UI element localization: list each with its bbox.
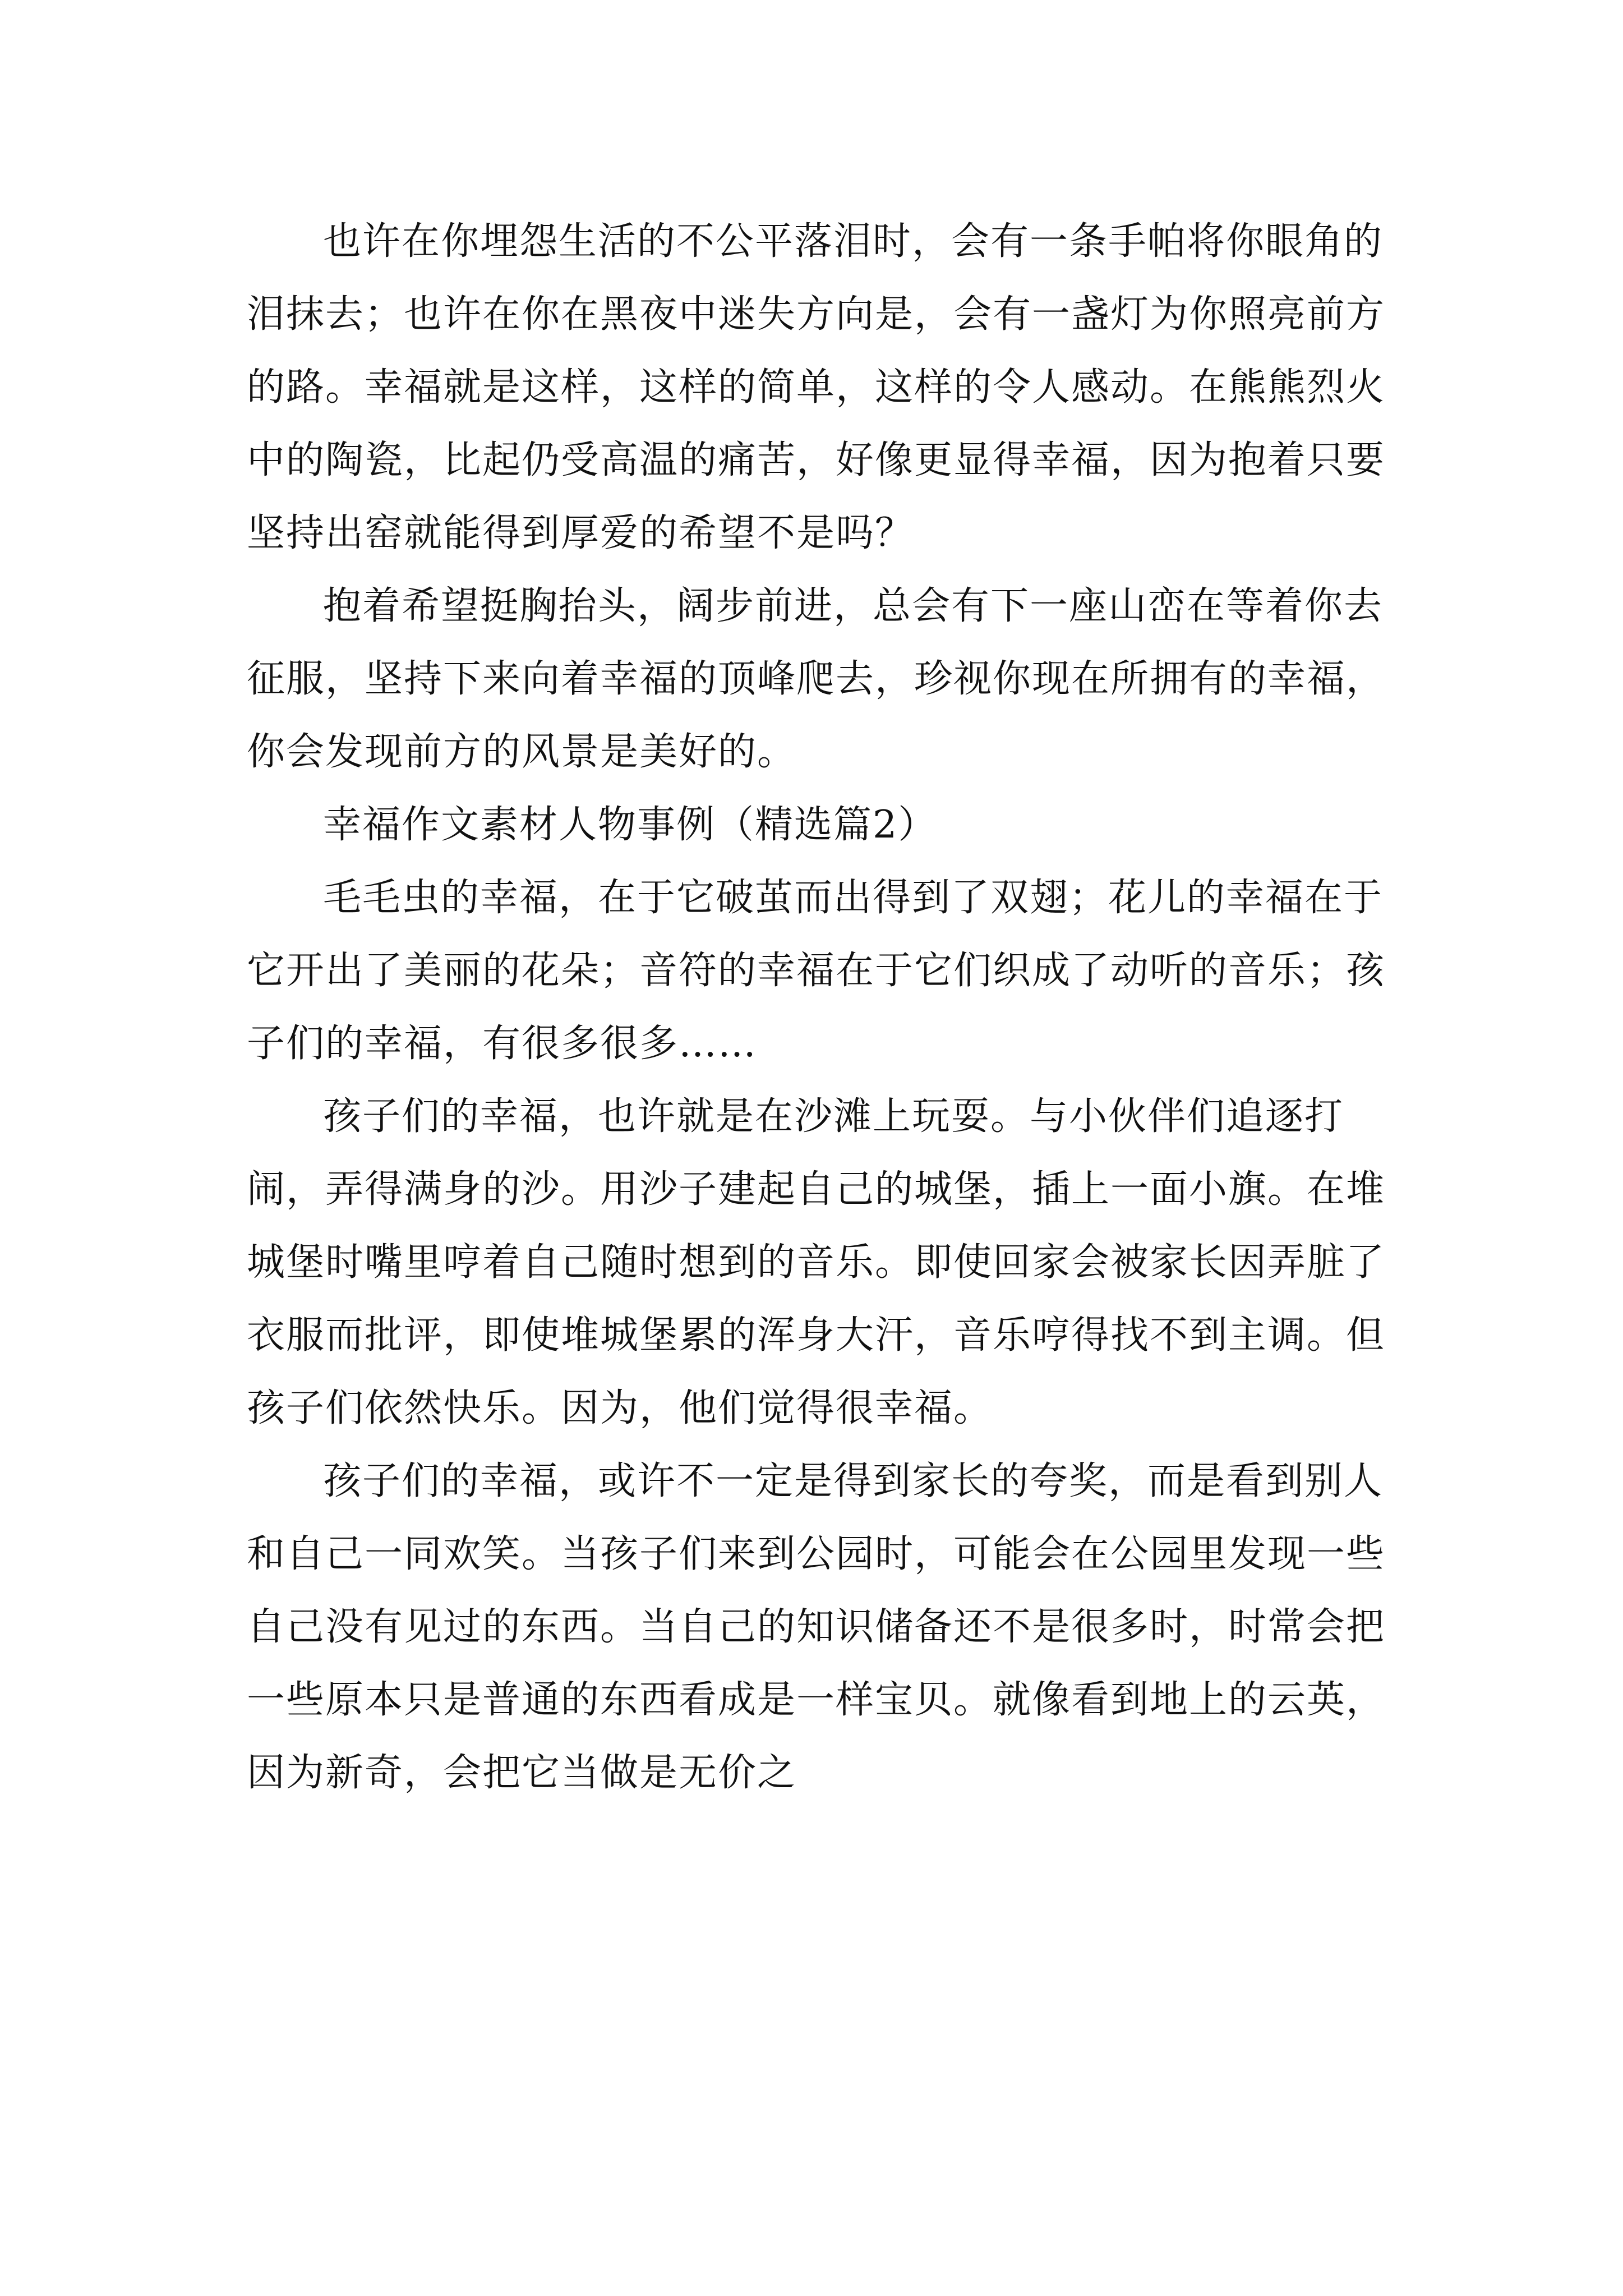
paragraph-2: 抱着希望挺胸抬头，阔步前进，总会有下一座山峦在等着你去征服，坚持下来向着幸福的顶峰爬去，珍视你现在所拥有的幸福，你会发现前方的风景是美好的。 (247, 584, 1386, 774)
paragraph-3: 毛毛虫的幸福，在于它破茧而出得到了双翅；花儿的幸福在于它开出了美丽的花朵；音符的幸福在于它们织成了动听的音乐；孩子们的幸福，有很多很多…… (247, 876, 1386, 1066)
paragraph-1: 也许在你埋怨生活的不公平落泪时，会有一条手帕将你眼角的泪抹去；也许在你在黑夜中迷失方向是，会有一盏灯为你照亮前方的路。幸福就是这样，这样的简单，这样的令人感动。在熊熊烈火中的陶瓷，比起仍受高温的痛苦，好像更显得幸福，因为抱着只要坚持出窑就能得到厚爱的希望不是吗？ (247, 219, 1386, 555)
document-body (247, 205, 1391, 1810)
section-heading: 幸福作文素材人物事例（精选篇2） (323, 803, 938, 847)
paragraph-4: 孩子们的幸福，也许就是在沙滩上玩耍。与小伙伴们追逐打闹，弄得满身的沙。用沙子建起自己的城堡，插上一面小旗。在堆城堡时嘴里哼着自己随时想到的音乐。即使回家会被家长因弄脏了衣服而批评，即使堆城堡累的浑身大汗，音乐哼得找不到主调。但孩子们依然快乐。因为，他们觉得很幸福。 (247, 1094, 1386, 1430)
paragraph-5: 孩子们的幸福，或许不一定是得到家长的夸奖，而是看到别人和自己一同欢笑。当孩子们来到公园时，可能会在公园里发现一些自己没有见过的东西。当自己的知识储备还不是很多时，时常会把一些原本只是普通的东西看成是一样宝贝。就像看到地上的云英，因为新奇，会把它当做是无价之 (247, 1459, 1386, 1795)
